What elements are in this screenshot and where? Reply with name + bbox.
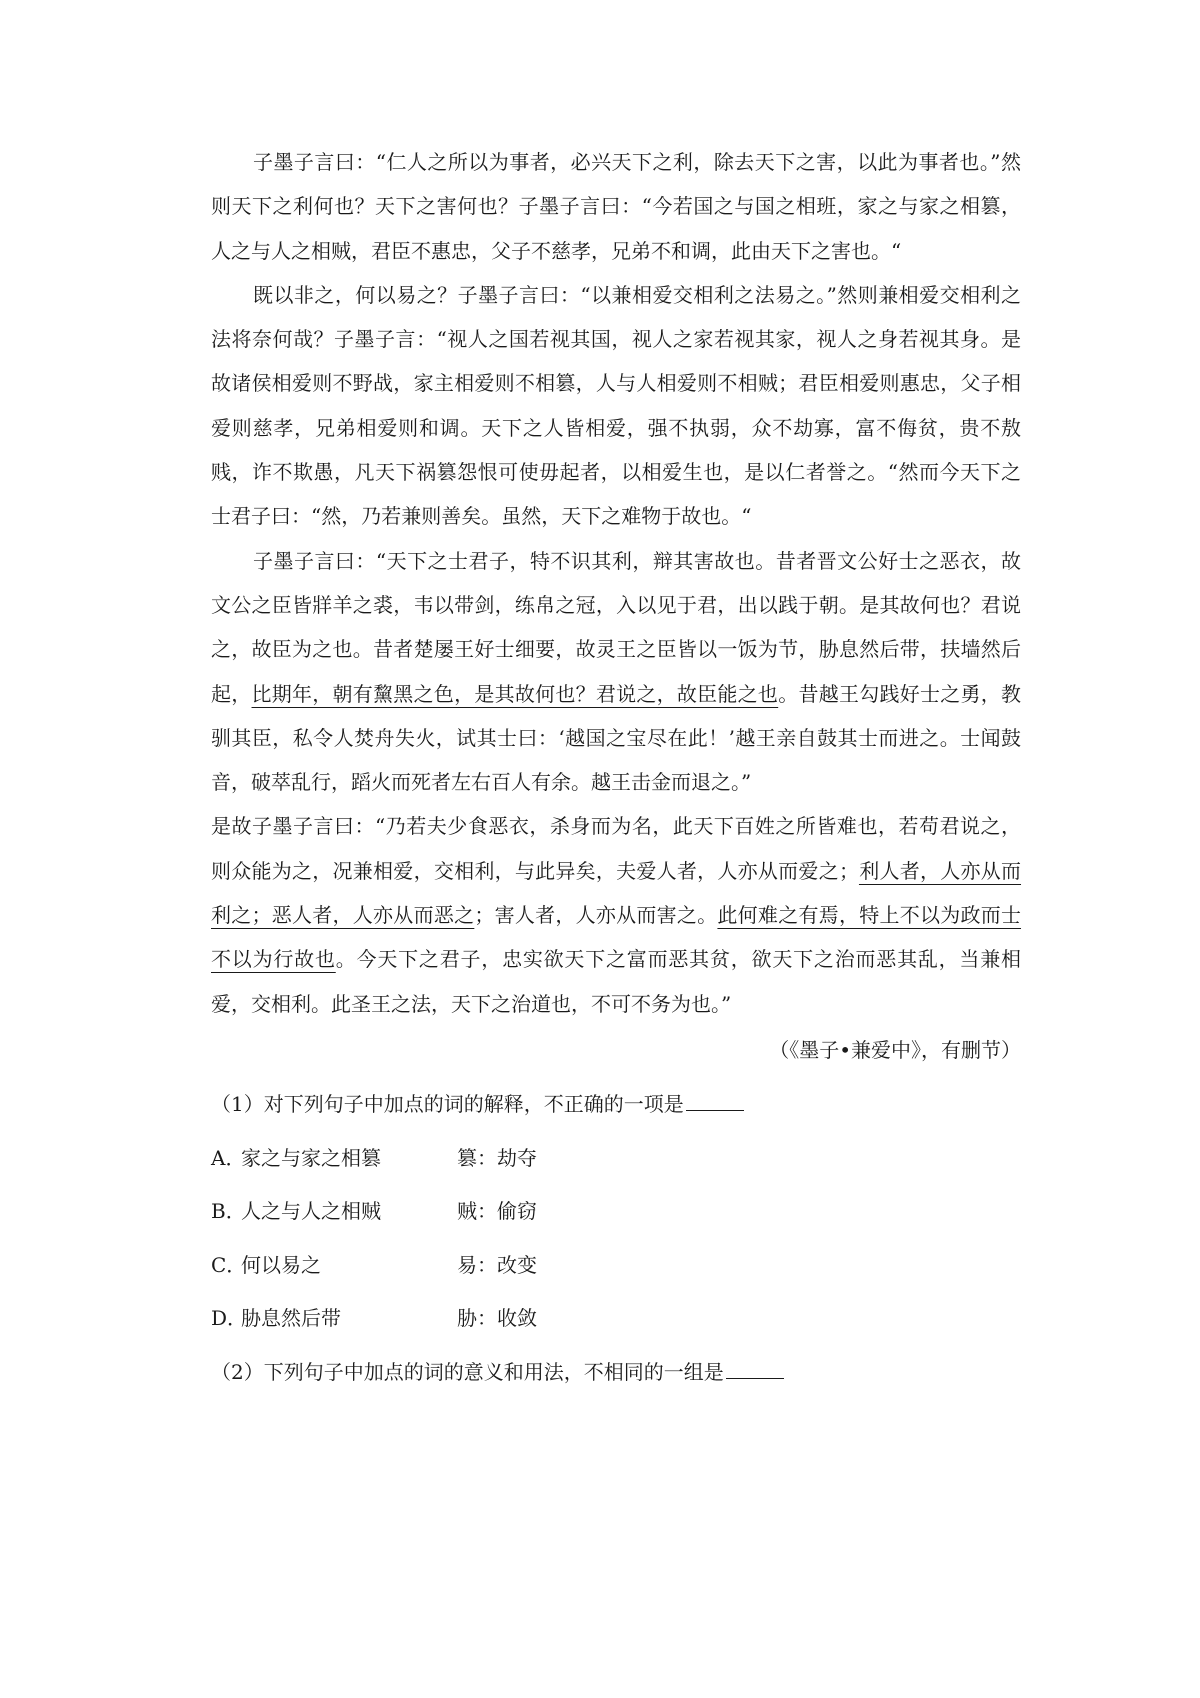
- passage-paragraph-2: [211, 273, 1021, 539]
- option-letter: D．: [211, 1306, 248, 1331]
- option-gloss: 贼：偷窃: [457, 1199, 537, 1224]
- passage-paragraph-3: [211, 539, 1021, 805]
- option-gloss: 易：改变: [457, 1252, 537, 1277]
- underlined-sentence: 利人者，人亦从而利之；恶人者，人亦从而恶之: [211, 858, 1022, 928]
- option-phrase: 何以易之: [241, 1252, 321, 1277]
- option-phrase: 家之与家之相篡: [241, 1145, 381, 1170]
- passage-paragraph-4: [211, 804, 1021, 1025]
- option-gloss: 篡：劫夺: [457, 1145, 537, 1170]
- answer-blank: [726, 1358, 784, 1379]
- question-1: [211, 1084, 1021, 1124]
- passage-text: ；害人者，人亦从而害之。: [474, 903, 718, 928]
- option-letter: C．: [211, 1252, 247, 1277]
- passage-text: 既以非之，何以易之？子墨子言曰：“以兼相爱交相利之法易之。”然则兼相爱交相利之法将奈何哉？子墨子言：“视人之国若视其国，视人之家若视其家，视人之身若视其身。是故诸侯相爱则不野战，家主相爱则不相篡，人与人相爱则不相贼；君臣相爱则惠忠，父子相爱则慈孝，兄弟相爱则和调。天下之人皆相爱，强不执弱，众不劫寡，富不侮贫，贵不敖贱，诈不欺愚，凡天下祸篡怨恨可使毋起者，以相爱生也，是以仁者誉之。“然而今天下之士君子曰：“然，乃若兼则善矣。虽然，天下之难物于故也。“: [211, 282, 1021, 529]
- option-letter: B．: [211, 1199, 246, 1224]
- question-2: [211, 1352, 1021, 1392]
- question-2-prompt: （2）下列句子中加点的词的意义和用法，不相同的一组是: [211, 1359, 724, 1384]
- passage-source: （《墨子•兼爱中》，有删节）: [769, 1037, 1021, 1062]
- passage-paragraph-1: [211, 140, 1021, 273]
- passage-text: 子墨子言曰：“天下之士君子，特不识其利，辩其害故也。昔者晋文公好士之恶衣，故文公之臣皆牂羊之裘，韦以带剑，练帛之冠，入以见于君，出以践于朝。是其故何也？君说之，故臣为之也。昔者楚屡王好士细要，故灵王之臣皆以一饭为节，胁息然后带，扶墙然后起，: [211, 548, 1021, 706]
- passage-text: 子墨子言曰：“仁人之所以为事者，必兴天下之利，除去天下之害，以此为事者也。”然则天下之利何也？天下之害何也？子墨子言曰：“今若国之与国之相班，家之与家之相篡，人之与人之相贼，君臣不惠忠，父子不慈孝，兄弟不和调，此由天下之害也。“: [211, 150, 1021, 263]
- option-a: [211, 1138, 1021, 1178]
- question-1-prompt: （1）对下列句子中加点的词的解释，不正确的一项是: [211, 1091, 684, 1116]
- question-1-options: [211, 1138, 1021, 1339]
- option-c: [211, 1245, 1021, 1285]
- option-gloss: 胁：收敛: [457, 1306, 537, 1331]
- option-d: [211, 1298, 1021, 1338]
- option-letter: A．: [211, 1145, 246, 1170]
- option-b: [211, 1191, 1021, 1231]
- passage-text: 。今天下之君子，忠实欲天下之富而恶其贫，欲天下之治而恶其乱，当兼相爱，交相利。此圣王之法，天下之治道也，不可不务为也。”: [211, 947, 1022, 1016]
- document-body: [211, 140, 1021, 1392]
- option-phrase: 胁息然后带: [241, 1306, 341, 1331]
- answer-blank: [686, 1090, 744, 1111]
- passage-text: 是故子墨子言曰：“乃若夫少食恶衣，杀身而为名，此天下百姓之所皆难也，若苟君说之，则众能为之，况兼相爱，交相利，与此异矣，夫爱人者，人亦从而爱之；: [211, 814, 1021, 883]
- passage-text: 。昔越王勾践好士之勇，教驯其臣，私令人焚舟失火，试其士曰：‘越国之宝尽在此！’越王亲自鼓其士而进之。士闻鼓音，破萃乱行，蹈火而死者左右百人有余。越王击金而退之。”: [211, 681, 1022, 795]
- underlined-sentence: 此何难之有焉，特上不以为政而士不以为行故也: [211, 903, 1022, 972]
- option-phrase: 人之与人之相贼: [241, 1199, 381, 1224]
- underlined-sentence: 比期年，朝有黧黑之色，是其故何也？君说之，故臣能之也: [251, 681, 779, 706]
